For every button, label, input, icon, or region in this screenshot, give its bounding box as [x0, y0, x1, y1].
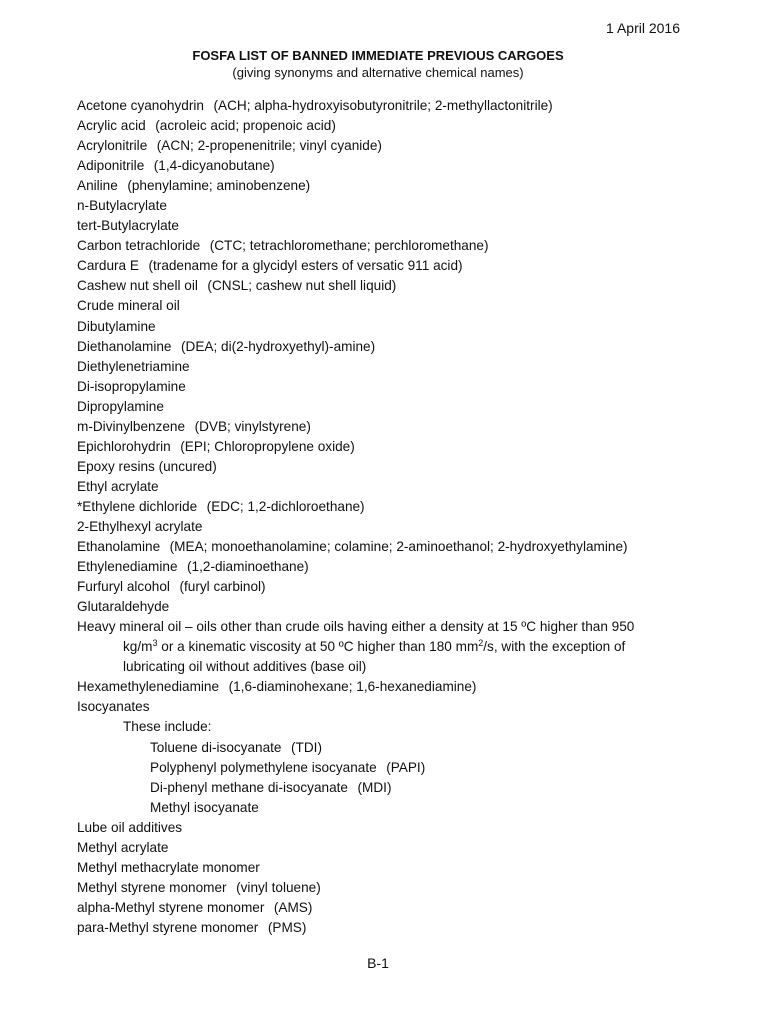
cargo-name: Isocyanates	[77, 699, 150, 715]
list-item	[77, 738, 697, 758]
list-item	[77, 477, 697, 497]
document-title: FOSFA LIST OF BANNED IMMEDIATE PREVIOUS CARGOES	[192, 48, 564, 63]
list-item	[77, 296, 697, 316]
cargo-synonyms: (EPI; Chloropropylene oxide)	[180, 438, 355, 454]
cargo-name: Di-isopropylamine	[77, 378, 186, 394]
list-item	[77, 377, 697, 397]
cargo-name: *Ethylene dichloride	[77, 498, 198, 514]
isocyanates-intro-text: These include:	[123, 719, 212, 735]
cargo-name: Furfuryl alcohol	[77, 579, 170, 595]
cargo-name: para-Methyl styrene monomer	[77, 919, 259, 935]
cargo-synonyms: (PAPI)	[386, 759, 426, 775]
cargo-synonyms: (furyl carbinol)	[179, 579, 266, 595]
cargo-synonyms: (EDC; 1,2-dichloroethane)	[206, 498, 365, 514]
list-item	[77, 196, 697, 216]
list-item	[77, 357, 697, 377]
list-item	[77, 838, 697, 858]
heavy-oil-line-2-part-a: kg/m	[123, 639, 153, 655]
cargo-name: Epichlorohydrin	[77, 438, 171, 454]
list-item	[77, 758, 697, 778]
list-item	[77, 417, 697, 437]
cargo-synonyms: (ACN; 2-propenenitrile; vinyl cyanide)	[156, 138, 382, 154]
cargo-name: Methyl styrene monomer	[77, 879, 227, 895]
list-item	[77, 557, 697, 577]
cargo-name: alpha-Methyl styrene monomer	[77, 899, 265, 915]
heavy-oil-line-2	[77, 637, 697, 657]
cargo-name: Dibutylamine	[77, 318, 156, 334]
list-item	[77, 317, 697, 337]
cargo-name: Toluene di-isocyanate	[150, 739, 282, 755]
heavy-oil-line-2-part-b: or a kinematic viscosity at 50 ºC higher than 180 mm	[157, 639, 479, 655]
list-item	[77, 96, 697, 116]
cargo-synonyms: (TDI)	[291, 739, 322, 755]
list-item	[77, 437, 697, 457]
cargo-name: Aniline	[77, 178, 118, 194]
cargo-synonyms: (1,6-diaminohexane; 1,6-hexanediamine)	[228, 679, 477, 695]
cargo-name: Polyphenyl polymethylene isocyanate	[150, 759, 377, 775]
page-number: B-1	[367, 955, 389, 971]
cargo-name: Glutaraldehyde	[77, 599, 170, 615]
cargo-name: tert-Butylacrylate	[77, 218, 179, 234]
document-subtitle: (giving synonyms and alternative chemical names)	[232, 65, 524, 80]
list-item	[77, 136, 697, 156]
cargo-name: Crude mineral oil	[77, 298, 180, 314]
cargo-synonyms: (MEA; monoethanolamine; colamine; 2-aminoethanol; 2-hydroxyethylamine)	[169, 539, 628, 555]
cargo-name: Methyl acrylate	[77, 839, 169, 855]
cargo-name: Acetone cyanohydrin	[77, 98, 204, 113]
banned-cargo-list	[77, 96, 697, 938]
cargo-name: Methyl methacrylate monomer	[77, 859, 260, 875]
cargo-synonyms: (acroleic acid; propenoic acid)	[155, 118, 336, 134]
list-item	[77, 256, 697, 276]
list-item	[77, 517, 697, 537]
cargo-name: m-Divinylbenzene	[77, 418, 186, 434]
list-item	[77, 898, 697, 918]
cargo-synonyms: (CTC; tetrachloromethane; perchloromethane)	[209, 238, 489, 254]
cargo-synonyms: (phenylamine; aminobenzene)	[127, 178, 311, 194]
cargo-name: n-Butylacrylate	[77, 198, 167, 214]
cargo-synonyms: (CNSL; cashew nut shell liquid)	[207, 278, 397, 294]
cargo-name: Lube oil additives	[77, 819, 183, 835]
list-item	[77, 497, 697, 517]
heavy-mineral-oil-item	[77, 617, 697, 677]
cargo-name: Diethylenetriamine	[77, 358, 190, 374]
isocyanates-intro	[77, 717, 697, 737]
cargo-name: Cardura E	[77, 258, 139, 274]
list-item	[77, 276, 697, 296]
list-item	[77, 156, 697, 176]
document-date: 1 April 2016	[606, 20, 680, 36]
cargo-synonyms: (MDI)	[357, 779, 392, 795]
list-item	[77, 878, 697, 898]
superscript-3: 3	[152, 638, 158, 649]
list-item	[77, 236, 697, 256]
list-item	[77, 697, 697, 717]
list-item	[77, 397, 697, 417]
cargo-synonyms: (1,4-dicyanobutane)	[153, 158, 275, 174]
list-item	[77, 337, 697, 357]
cargo-name: Ethylenediamine	[77, 559, 178, 575]
cargo-name: Acrylonitrile	[77, 138, 148, 154]
cargo-synonyms: (AMS)	[273, 899, 313, 915]
cargo-synonyms: (tradename for a glycidyl esters of versatic 911 acid)	[148, 258, 463, 274]
list-item	[77, 457, 697, 477]
list-item	[77, 677, 697, 697]
list-item	[77, 597, 697, 617]
list-item	[77, 537, 697, 557]
list-item	[77, 798, 697, 818]
heavy-oil-line-3: lubricating oil without additives (base oil)	[123, 659, 367, 675]
cargo-name: Epoxy resins (uncured)	[77, 458, 217, 474]
cargo-name: Acrylic acid	[77, 118, 146, 134]
list-item	[77, 818, 697, 838]
cargo-name: Hexamethylenediamine	[77, 679, 220, 695]
cargo-name: Cashew nut shell oil	[77, 278, 198, 294]
list-item	[77, 216, 697, 236]
cargo-synonyms: (1,2-diaminoethane)	[187, 559, 309, 575]
list-item	[77, 858, 697, 878]
cargo-name: Ethanolamine	[77, 539, 161, 555]
cargo-name: Ethyl acrylate	[77, 478, 159, 494]
cargo-synonyms: (vinyl toluene)	[236, 879, 321, 895]
list-item	[77, 116, 697, 136]
cargo-synonyms: (DVB; vinylstyrene)	[194, 418, 311, 434]
cargo-name: Adiponitrile	[77, 158, 145, 174]
cargo-synonyms: (DEA; di(2-hydroxyethyl)-amine)	[180, 338, 376, 354]
cargo-synonyms: (ACH; alpha-hydroxyisobutyronitrile; 2-methyllactonitrile)	[213, 98, 553, 113]
cargo-name: 2-Ethylhexyl acrylate	[77, 518, 203, 534]
cargo-synonyms: (PMS)	[267, 919, 307, 935]
cargo-name: Diethanolamine	[77, 338, 172, 354]
list-item	[77, 577, 697, 597]
list-item	[77, 918, 697, 938]
heavy-oil-line-2-part-c: /s, with the exception of	[483, 639, 626, 655]
superscript-2: 2	[478, 638, 484, 649]
cargo-name: Di-phenyl methane di-isocyanate	[150, 779, 348, 795]
list-item	[77, 176, 697, 196]
cargo-name: Methyl isocyanate	[150, 799, 259, 815]
cargo-name: Dipropylamine	[77, 398, 164, 414]
heavy-oil-line-1: Heavy mineral oil – oils other than crude oils having either a density at 15 ºC higher than 950	[77, 619, 635, 635]
cargo-name: Carbon tetrachloride	[77, 238, 201, 254]
list-item	[77, 778, 697, 798]
